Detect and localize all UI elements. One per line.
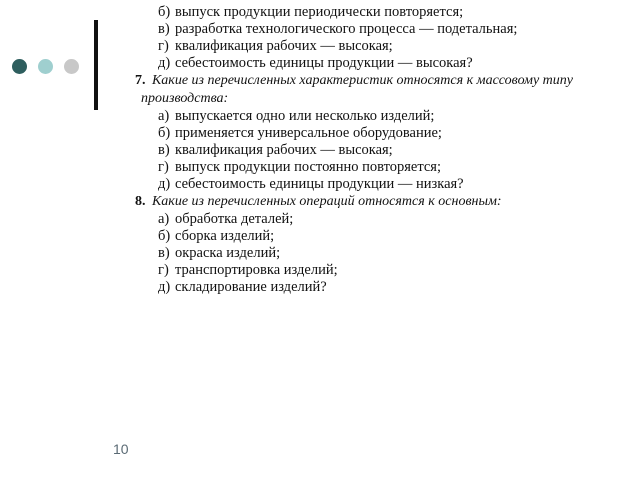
option-letter: б): [158, 125, 171, 141]
dot-teal: [38, 59, 53, 74]
list-item: [135, 38, 630, 55]
option-letter: г): [158, 262, 169, 278]
list-item: [135, 55, 630, 72]
option-letter: д): [158, 279, 171, 295]
dot-dark: [12, 59, 27, 74]
question-8-heading: [135, 193, 630, 211]
list-item: [135, 21, 630, 38]
list-item: [135, 4, 630, 21]
option-letter: д): [158, 176, 171, 192]
question-text: производства:: [141, 91, 229, 106]
list-item: [135, 262, 630, 279]
option-text: окраска изделий;: [175, 245, 281, 261]
option-text: себестоимость единицы продукции — низкая?: [175, 176, 464, 192]
option-letter: г): [158, 38, 169, 54]
option-text: разработка технологического процесса — подетальная;: [175, 21, 518, 37]
option-letter: в): [158, 21, 170, 37]
option-text: выпуск продукции периодически повторяется;: [175, 4, 464, 20]
question-text: Какие из перечисленных характеристик относятся к массовому типу: [152, 73, 574, 88]
option-letter: б): [158, 4, 171, 20]
option-text: квалификация рабочих — высокая;: [175, 38, 393, 54]
option-text: обработка деталей;: [175, 211, 294, 227]
option-text: сборка изделий;: [175, 228, 275, 244]
question-content: [135, 4, 630, 296]
option-letter: б): [158, 228, 171, 244]
question-text: Какие из перечисленных операций относятся к основным:: [152, 194, 502, 209]
option-letter: г): [158, 159, 169, 175]
option-text: выпускается одно или несколько изделий;: [175, 108, 435, 124]
question-number: 8.: [135, 194, 146, 209]
page-number: 10: [113, 441, 129, 457]
option-text: применяется универсальное оборудование;: [175, 125, 442, 141]
question-7-heading-continued: [135, 90, 630, 108]
list-item: [135, 142, 630, 159]
option-text: транспортировка изделий;: [175, 262, 338, 278]
option-letter: д): [158, 55, 171, 71]
option-letter: в): [158, 245, 170, 261]
option-text: выпуск продукции постоянно повторяется;: [175, 159, 442, 175]
question-number: 7.: [135, 73, 146, 88]
decorative-dots: [12, 59, 79, 74]
list-item: [135, 125, 630, 142]
list-item: [135, 279, 630, 296]
option-text: складирование изделий?: [175, 279, 327, 295]
option-letter: а): [158, 108, 170, 124]
question-7-heading: [135, 72, 630, 90]
list-item: [135, 159, 630, 176]
list-item: [135, 108, 630, 125]
option-letter: а): [158, 211, 170, 227]
option-text: квалификация рабочих — высокая;: [175, 142, 393, 158]
option-text: себестоимость единицы продукции — высокая?: [175, 55, 473, 71]
dot-gray: [64, 59, 79, 74]
list-item: [135, 245, 630, 262]
list-item: [135, 176, 630, 193]
option-letter: в): [158, 142, 170, 158]
list-item: [135, 211, 630, 228]
vertical-divider: [94, 20, 98, 110]
list-item: [135, 228, 630, 245]
